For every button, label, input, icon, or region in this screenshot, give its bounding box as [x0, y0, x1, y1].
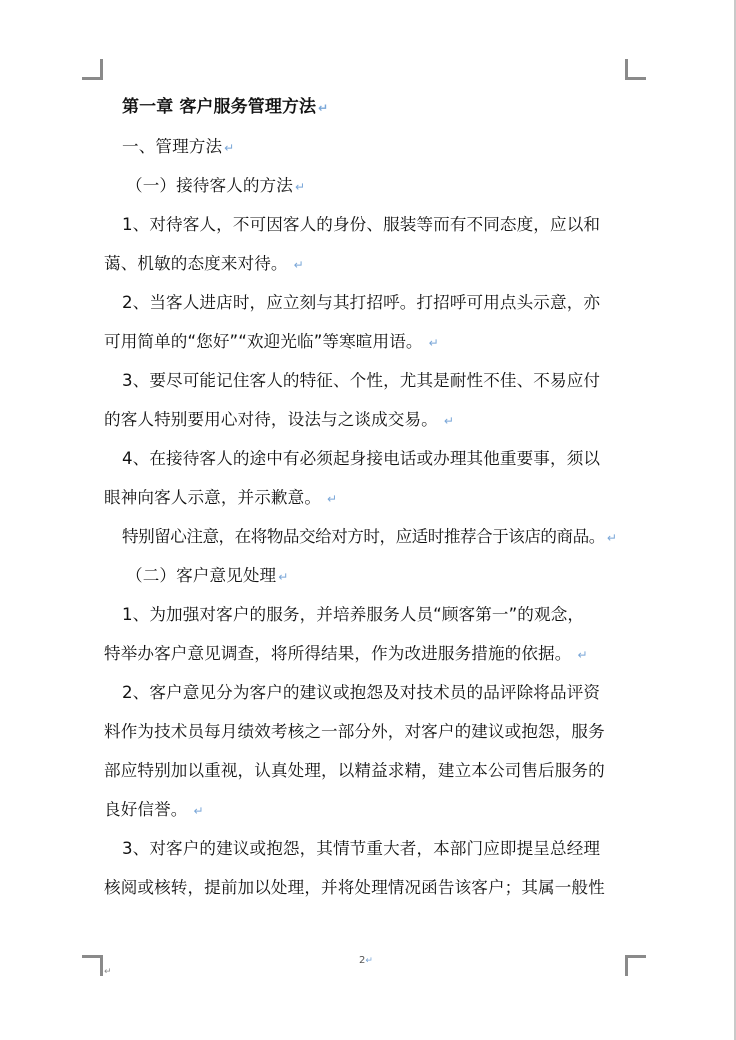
paragraph-text: 3、要尽可能记住客人的特征、个性，尤其是耐性不佳、不易应付 [122, 371, 601, 390]
paragraph-3[interactable] [104, 361, 624, 439]
paragraph-line [104, 634, 624, 673]
paragraph-line [104, 322, 624, 361]
paragraph-5[interactable] [104, 517, 624, 556]
paragraph-text: 眼神向客人示意，并示歉意。 [104, 488, 322, 507]
section-title: 一、管理方法 [122, 137, 223, 156]
subsection-heading-2[interactable] [104, 556, 624, 595]
paragraph-line [104, 361, 624, 400]
chapter-title: 第一章 客户服务管理方法 [122, 97, 317, 117]
paragraph-text: 的客人特别要用心对待，设法与之谈成交易。 [104, 410, 438, 429]
paragraph-line [104, 244, 624, 283]
document-body[interactable] [104, 88, 624, 907]
paragraph-mark-icon: ↵ [224, 141, 235, 155]
paragraph-text: 核阅或核转，提前加以处理，并将处理情况函告该客户；其属一般性 [104, 878, 605, 897]
paragraph-mark-icon: ↵ [193, 804, 204, 818]
paragraph-line [104, 205, 624, 244]
paragraph-7[interactable] [104, 673, 624, 829]
page-number-text: 2 [359, 955, 366, 966]
paragraph-mark-icon: ↵ [428, 336, 439, 350]
paragraph-line [104, 790, 624, 829]
paragraph-text: 良好信誉。 [104, 800, 188, 819]
paragraph-mark-icon: ↵ [278, 570, 289, 584]
paragraph-text: 料作为技术员每月绩效考核之一部分外，对客户的建议或抱怨，服务 [104, 722, 605, 741]
subsection-title: （一）接待客人的方法 [126, 176, 293, 195]
paragraph-text: 蔼、机敏的态度来对待。 [104, 254, 288, 273]
paragraph-line [104, 868, 624, 907]
paragraph-line [104, 283, 624, 322]
paragraph-mark-icon: ↵ [443, 414, 455, 428]
paragraph-line [104, 517, 624, 556]
paragraph-text: 部应特别加以重视，认真处理，以精益求精，建立本公司售后服务的 [104, 761, 605, 780]
paragraph-8[interactable] [104, 829, 624, 907]
paragraph-6[interactable] [104, 595, 624, 673]
paragraph-line [104, 400, 624, 439]
section-heading[interactable] [104, 127, 624, 166]
crop-mark-top-left [82, 59, 103, 80]
paragraph-text: 可用简单的“您好”“欢迎光临”等寒暄用语。 [104, 332, 423, 351]
paragraph-4[interactable] [104, 439, 624, 517]
paragraph-text: 特别留心注意，在将物品交给对方时，应适时推荐合于该店的商品。 [122, 527, 605, 546]
paragraph-line [104, 478, 624, 517]
subsection-title: （二）客户意见处理 [126, 566, 277, 585]
paragraph-mark-icon: ↵ [577, 648, 588, 662]
paragraph-text: 2、客户意见分为客户的建议或抱怨及对技术员的品评除将品评资 [122, 683, 601, 702]
chapter-heading[interactable] [104, 88, 624, 127]
paragraph-text: 特举办客户意见调查，将所得结果，作为改进服务措施的依据。 [104, 644, 572, 663]
paragraph-line [104, 673, 624, 712]
footer-paragraph-mark-icon: ↵ [104, 967, 112, 977]
paragraph-text: 4、在接待客人的途中有必须起身接电话或办理其他重要事，须以 [122, 449, 601, 468]
crop-mark-top-right [625, 59, 646, 80]
paragraph-text: 2、当客人进店时，应立刻与其打招呼。打招呼可用点头示意，亦 [122, 293, 601, 312]
paragraph-mark-icon: ↵ [293, 258, 304, 272]
paragraph-mark-icon: ↵ [606, 531, 617, 545]
paragraph-text: 1、对待客人，不可因客人的身份、服装等而有不同态度，应以和 [122, 215, 601, 234]
paragraph-mark-icon: ↵ [294, 180, 306, 194]
paragraph-text: 1、为加强对客户的服务，并培养服务人员“顾客第一”的观念， [122, 605, 585, 624]
paragraph-line [104, 712, 624, 751]
page-number [359, 955, 373, 966]
paragraph-line [104, 829, 624, 868]
paragraph-line [104, 751, 624, 790]
crop-mark-bottom-left [82, 955, 103, 976]
paragraph-mark-icon: ↵ [318, 101, 329, 115]
paragraph-mark-icon: ↵ [327, 492, 338, 506]
paragraph-text: 3、对客户的建议或抱怨，其情节重大者，本部门应即提呈总经理 [122, 839, 601, 858]
subsection-heading-1[interactable] [104, 166, 624, 205]
crop-mark-bottom-right [625, 955, 646, 976]
paragraph-1[interactable] [104, 205, 624, 283]
paragraph-line [104, 595, 624, 634]
paragraph-2[interactable] [104, 283, 624, 361]
paragraph-mark-icon: ↵ [365, 956, 373, 966]
paragraph-line [104, 439, 624, 478]
